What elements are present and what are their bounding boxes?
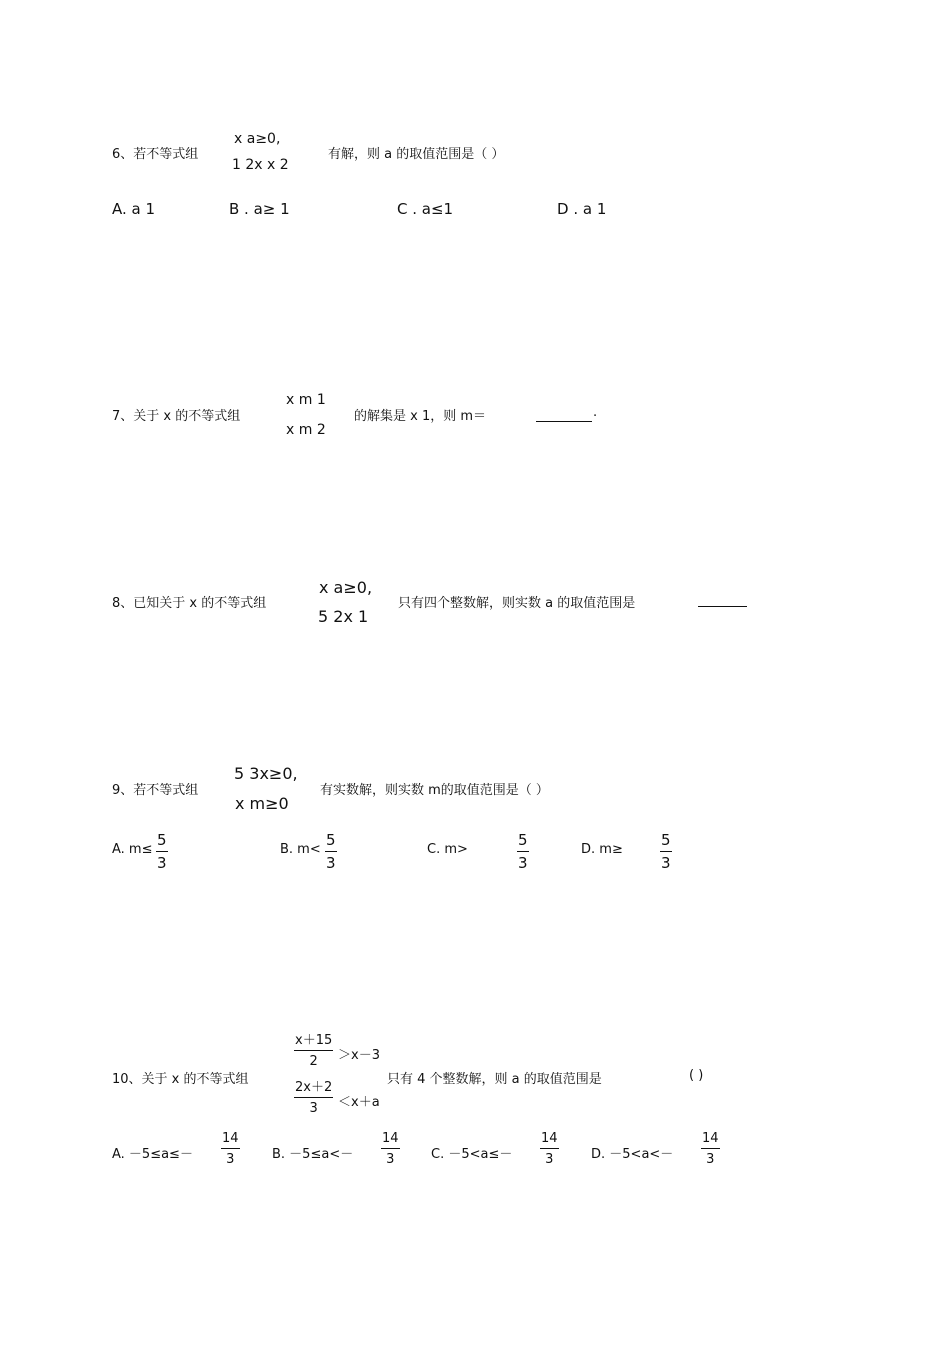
q10-option-a-label: A. －5≤a≤－ bbox=[112, 1147, 193, 1162]
q10-option-d-fraction bbox=[701, 1132, 720, 1166]
q6-system-line1: x a≥0, bbox=[234, 131, 281, 147]
q9-option-b-label: B. m< bbox=[280, 842, 321, 857]
q10-option-b-label: B. －5≤a<－ bbox=[272, 1147, 354, 1162]
fraction-denominator: 3 bbox=[661, 854, 671, 872]
q8-system-line2: 5 2x 1 bbox=[318, 607, 369, 626]
q10-number: 10、关于 x 的不等式组 bbox=[112, 1072, 249, 1087]
q8-system-line1: x a≥0, bbox=[319, 578, 373, 597]
q6-option-a: A. a 1 bbox=[112, 200, 156, 218]
fraction-denominator: 3 bbox=[706, 1152, 715, 1167]
q10-inequality1-rhs: ＞x－3 bbox=[338, 1048, 380, 1063]
q10-option-d-label: D. －5<a<－ bbox=[591, 1147, 674, 1162]
fraction-numerator: 5 bbox=[325, 833, 337, 852]
q7-period: . bbox=[593, 405, 598, 420]
q9-option-a-label: A. m≤ bbox=[112, 842, 153, 857]
q8-answer-blank bbox=[698, 606, 747, 607]
q7-number: 7、关于 x 的不等式组 bbox=[112, 409, 241, 424]
q6-system-line2: 1 2x x 2 bbox=[232, 157, 289, 173]
q7-system-line2: x m 2 bbox=[286, 422, 326, 438]
q9-option-c-fraction bbox=[517, 833, 529, 871]
q10-question-text: 只有 4 个整数解，则 a 的取值范围是 bbox=[387, 1072, 602, 1087]
q6-option-c: C . a≤1 bbox=[397, 200, 454, 218]
fraction-denominator: 3 bbox=[326, 854, 336, 872]
q7-answer-blank bbox=[536, 421, 592, 422]
q10-option-a-fraction bbox=[221, 1132, 240, 1166]
q10-option-c-label: C. －5<a≤－ bbox=[431, 1147, 513, 1162]
fraction-numerator: 5 bbox=[156, 833, 168, 852]
fraction-denominator: 3 bbox=[518, 854, 528, 872]
q9-system-line1: 5 3x≥0, bbox=[234, 764, 298, 783]
q7-system-line1: x m 1 bbox=[286, 392, 326, 408]
q10-answer-paren: ( ) bbox=[689, 1068, 704, 1083]
fraction-numerator: 14 bbox=[540, 1132, 559, 1149]
q9-option-a-fraction bbox=[156, 833, 168, 871]
fraction-denominator: 3 bbox=[545, 1152, 554, 1167]
q6-option-b: B . a≥ 1 bbox=[229, 200, 290, 218]
fraction-numerator: 5 bbox=[660, 833, 672, 852]
q10-inequality2-fraction bbox=[294, 1081, 333, 1115]
fraction-numerator: 14 bbox=[221, 1132, 240, 1149]
fraction-numerator: 2x＋2 bbox=[294, 1081, 333, 1098]
fraction-denominator: 3 bbox=[309, 1101, 318, 1116]
q9-option-d-label: D. m≥ bbox=[581, 842, 623, 857]
q7-question-text: 的解集是 x 1，则 m＝ bbox=[354, 409, 487, 424]
fraction-numerator: x＋15 bbox=[294, 1034, 333, 1051]
q9-option-b-fraction bbox=[325, 833, 337, 871]
q9-option-d-fraction bbox=[660, 833, 672, 871]
q6-number: 6、若不等式组 bbox=[112, 147, 199, 162]
q9-question-text: 有实数解，则实数 m的取值范围是（ ） bbox=[320, 783, 549, 798]
q10-inequality1-fraction bbox=[294, 1034, 333, 1068]
q8-question-text: 只有四个整数解，则实数 a 的取值范围是 bbox=[398, 596, 636, 611]
q10-option-b-fraction bbox=[381, 1132, 400, 1166]
q10-inequality2-rhs: ＜x＋a bbox=[338, 1095, 380, 1110]
fraction-numerator: 5 bbox=[517, 833, 529, 852]
fraction-denominator: 2 bbox=[309, 1054, 318, 1069]
fraction-numerator: 14 bbox=[381, 1132, 400, 1149]
q9-number: 9、若不等式组 bbox=[112, 783, 199, 798]
q6-question-text: 有解，则 a 的取值范围是（ ） bbox=[328, 147, 505, 162]
q8-number: 8、已知关于 x 的不等式组 bbox=[112, 596, 267, 611]
fraction-denominator: 3 bbox=[157, 854, 167, 872]
q9-system-line2: x m≥0 bbox=[235, 794, 289, 813]
q9-option-c-label: C. m> bbox=[427, 842, 468, 857]
q10-option-c-fraction bbox=[540, 1132, 559, 1166]
fraction-numerator: 14 bbox=[701, 1132, 720, 1149]
fraction-denominator: 3 bbox=[386, 1152, 395, 1167]
fraction-denominator: 3 bbox=[226, 1152, 235, 1167]
q6-option-d: D . a 1 bbox=[557, 200, 607, 218]
